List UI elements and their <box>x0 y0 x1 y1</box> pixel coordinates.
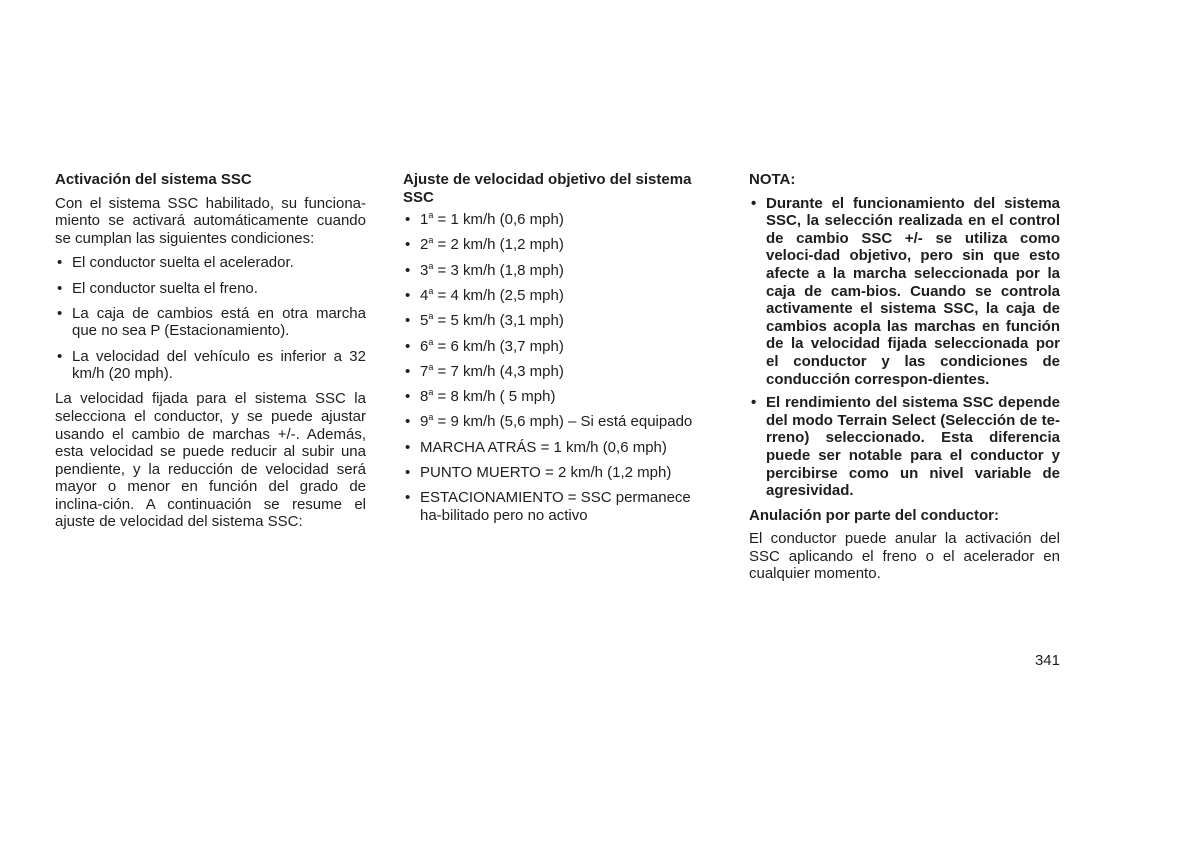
page-number: 341 <box>1034 652 1060 669</box>
column-target-speed <box>403 171 714 532</box>
gear-speed-item: • $8^a = 8$ km/h ( 5 mph) <box>403 388 714 406</box>
condition-item: • La caja de cambios está en otra marcha que no sea P (Estacionamiento). <box>55 305 366 340</box>
note-heading: NOTA: <box>749 171 796 188</box>
note-item: • Durante el funcionamiento del sistema SSC, la selección realizada en el control de cambio SSC +/- se utiliza como veloci-dad objetivo, pero sin que esto afecte a la marcha seleccionada por la caja de cam-bios. Cuando se controla activamente el sistema SSC, la caja de cambios acopla las marchas en función de la velocidad fijada seleccionada por el conductor y las condiciones de conducción correspon-dientes. <box>749 195 1060 389</box>
park-speed-item: • ESTACIONAMIENTO = SSC permanece ha-bilitado pero no activo <box>403 489 714 524</box>
target-speed-list <box>403 211 714 524</box>
section-heading-target-speed: Ajuste de velocidad objetivo del sistema SSC <box>403 171 692 206</box>
reverse-speed-item: • MARCHA ATRÁS = 1 km/h (0,6 mph) <box>403 439 714 457</box>
condition-item: • El conductor suelta el freno. <box>55 280 366 298</box>
gear-speed-item: • $6^a = 6$ km/h (3,7 mph) <box>403 338 714 356</box>
gear-speed-item: • $7^a = 7$ km/h (4,3 mph) <box>403 363 714 381</box>
activation-intro-paragraph: Con el sistema SSC habilitado, su funciona-miento se activará automáticamente cuando se cumplan las siguientes condiciones: <box>55 194 366 247</box>
gear-speed-item: • $4^a = 4$ km/h (2,5 mph) <box>403 287 714 305</box>
gear-speed-item: • $3^a = 3$ km/h (1,8 mph) <box>403 262 714 280</box>
condition-item: • El conductor suelta el acelerador. <box>55 254 366 272</box>
neutral-speed-item: • PUNTO MUERTO = 2 km/h (1,2 mph) <box>403 464 714 482</box>
gear-speed-item: • $1^a = 1$ km/h (0,6 mph) <box>403 211 714 229</box>
column-ssc-activation <box>55 171 366 538</box>
column-notes <box>749 171 1060 590</box>
speed-setting-paragraph: La velocidad fijada para el sistema SSC la selecciona el conductor, y se puede ajustar usando el cambio de marchas +/-. Además, esta velocidad se puede reducir al subir una pendiente, y la reducción de velocidad será mayor o menor en función del grado de inclina-ción. A continuación se resume el ajuste de velocidad del sistema SSC: <box>55 390 366 531</box>
section-heading-ssc-activation: Activación del sistema SSC <box>55 171 252 188</box>
gear-speed-item: • $9^a = 9$ km/h (5,6 mph) – Si está equipado <box>403 413 714 431</box>
note-list <box>749 195 1060 500</box>
gear-speed-item: • $2^a = 2$ km/h (1,2 mph) <box>403 236 714 254</box>
note-item: • El rendimiento del sistema SSC depende del modo Terrain Select (Selección de te-rreno) seleccionado. Esta diferencia puede ser notable para el conductor y percibirse como un nivel variable de agresividad. <box>749 394 1060 500</box>
driver-override-paragraph: El conductor puede anular la activación del SSC aplicando el freno o el acelerador en cualquier momento. <box>749 530 1060 583</box>
condition-item: • La velocidad del vehículo es inferior a 32 km/h (20 mph). <box>55 348 366 383</box>
section-heading-driver-override: Anulación por parte del conductor: <box>749 506 1000 524</box>
gear-speed-item: • $5^a = 5$ km/h (3,1 mph) <box>403 312 714 330</box>
activation-conditions-list <box>55 254 366 382</box>
